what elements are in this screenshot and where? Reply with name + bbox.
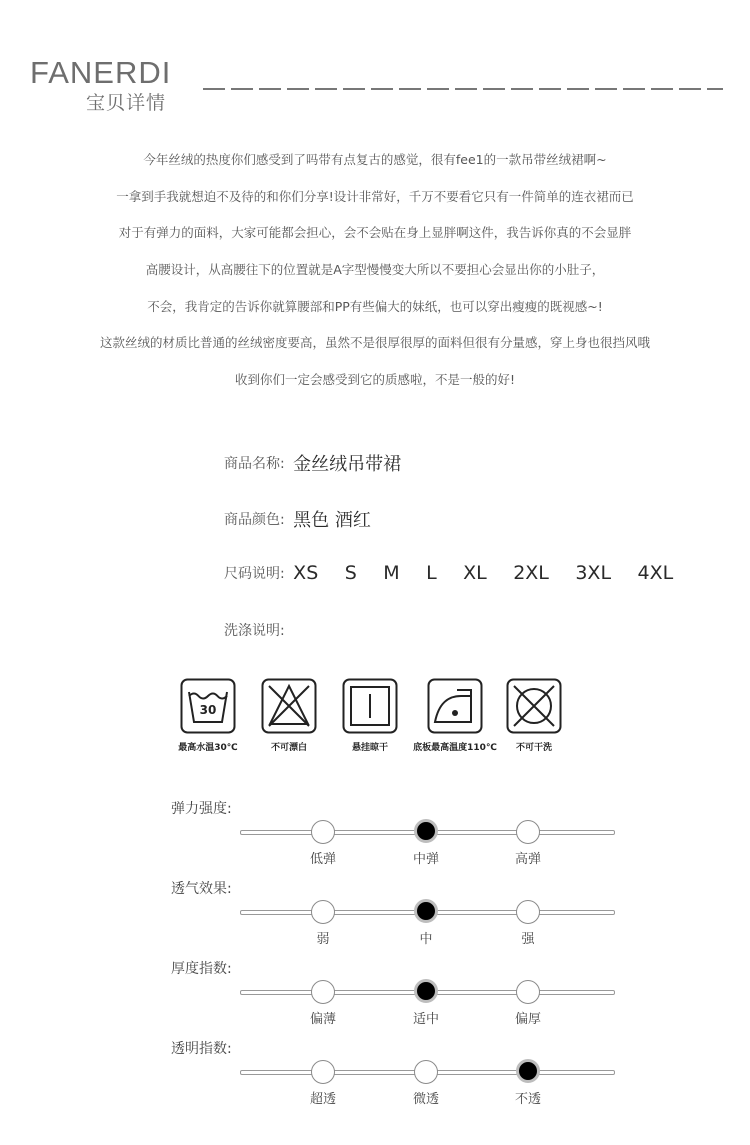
size-option: L [426,562,437,584]
scale-knob [516,900,540,924]
scale-title: 厚度指数: [171,961,232,977]
scale-knob [516,980,540,1004]
scale-option-label: 不透 [514,1092,541,1107]
iron-110-icon [427,678,483,734]
spec-wash-row [224,620,285,640]
care-caption: 不可干洗 [515,743,552,753]
brand-block [30,56,171,115]
size-option: 2XL [513,562,549,584]
size-option: 4XL [637,562,674,584]
scale-elasticity [0,798,750,868]
scale-knob [311,980,335,1004]
care-caption: 不可漂白 [270,743,307,753]
care-caption: 最高水温30℃ [178,743,238,753]
size-option: XS [293,562,319,584]
scale-breathability [0,878,750,948]
scale-option-label: 高弹 [514,852,541,867]
scale-knob [414,819,438,843]
hang-dry-icon [342,678,398,734]
spec-wash-label: 洗涤说明: [224,623,285,639]
intro-line: 不会，我肯定的告诉你就算腰部和PP有些偏大的妹纸，也可以穿出瘦瘦的既视感~! [147,298,603,314]
size-option: S [344,562,357,584]
scale-option-label: 偏薄 [309,1012,336,1027]
size-list [293,562,695,584]
care-item-no-dry-clean [479,678,589,753]
intro-line: 对于有弹力的面料，大家可能都会担心，会不会贴在身上显胖啊这件，我告诉你真的不会显胖 [118,225,632,241]
scale-knob [311,1060,335,1084]
scale-option-label: 中 [419,932,433,947]
intro-line: 高腰设计，从高腰往下的位置就是A字型慢慢变大所以不要担心会显出你的小肚子， [145,262,605,278]
no-bleach-icon [261,678,317,734]
scale-option-label: 弱 [316,932,330,947]
intro-line: 这款丝绒的材质比普通的丝绒密度要高，虽然不是很厚很厚的面料但很有分量感，穿上身也很挡风哦 [99,335,650,351]
scale-option-label: 微透 [412,1092,439,1107]
scale-knob [516,820,540,844]
intro-line: 收到你们一定会感受到它的质感啦，不是一般的好! [234,372,515,388]
spec-color-row [224,506,371,532]
scale-transparency [0,1038,750,1108]
care-caption: 底板最高温度110℃ [413,743,497,753]
scale-title: 透气效果: [171,881,232,897]
spec-name-row [224,450,401,476]
size-option: XL [463,562,487,584]
spec-name-label: 商品名称: [224,456,285,472]
scale-knob [311,900,335,924]
wash-30-icon [180,678,236,734]
intro-line: 今年丝绒的热度你们感受到了吗带有点复古的感觉，很有fee1的一款吊带丝绒裙啊~ [143,152,607,167]
spec-name-value: 金丝绒吊带裙 [293,454,402,475]
spec-color-label: 商品颜色: [224,512,285,528]
wash-temp: 30 [199,703,217,717]
scale-title: 透明指数: [171,1041,232,1057]
size-option: M [383,562,400,584]
scale-knob [516,1059,540,1083]
header-divider [203,88,723,90]
scale-option-label: 适中 [412,1012,439,1027]
intro-text [0,150,750,407]
scale-thickness [0,958,750,1028]
scale-option-label: 超透 [309,1092,336,1107]
scale-option-label: 强 [521,932,535,947]
spec-size-label: 尺码说明: [224,566,285,582]
brand-subtitle: 宝贝详情 [86,92,167,114]
scale-knob [414,899,438,923]
scale-option-label: 偏厚 [514,1012,541,1027]
spec-size-row [224,562,695,584]
brand-name: FANERDI [30,55,172,90]
intro-line: 一拿到手我就想迫不及待的和你们分享!设计非常好，千万不要看它只有一件简单的连衣裙而已 [116,188,634,204]
size-option: 3XL [575,562,612,584]
scale-knob [414,979,438,1003]
scale-knob [414,1060,438,1084]
care-caption: 悬挂晾干 [351,743,388,753]
no-dry-clean-icon [506,678,562,734]
scale-option-label: 中弹 [412,852,439,867]
scale-knob [311,820,335,844]
scale-title: 弹力强度: [171,801,232,817]
spec-color-value: 黑色 酒红 [293,510,371,531]
scale-option-label: 低弹 [309,852,336,867]
